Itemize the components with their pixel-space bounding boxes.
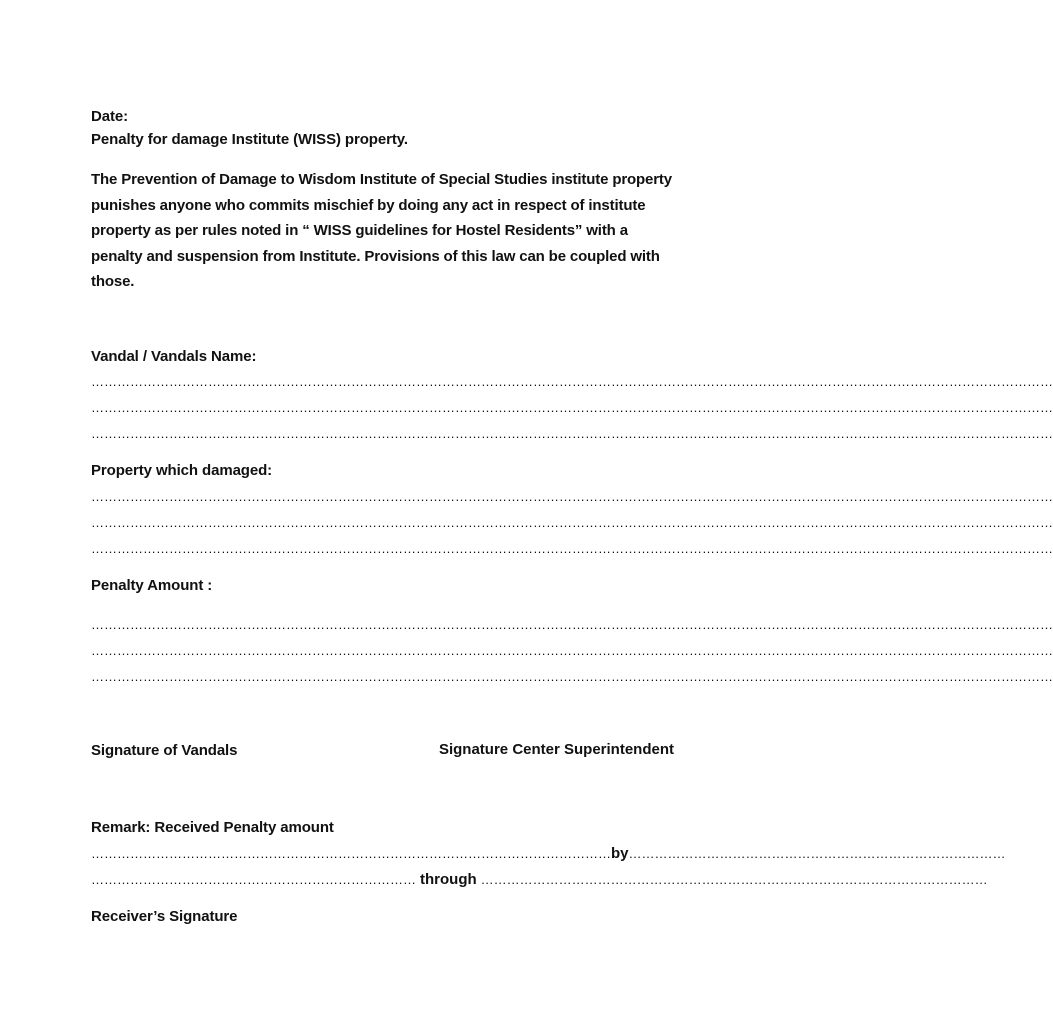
vandal-name-line-3[interactable]: ……………………………………………………………………………………………………………………………………………………………………………………………………	[91, 426, 1053, 441]
signature-superintendent-label: Signature Center Superintendent	[438, 741, 674, 758]
penalty-line-2[interactable]: ……………………………………………………………………………………………………………………………………………………………………………………………………	[91, 643, 1053, 658]
remark-through-line	[91, 871, 988, 888]
penalty-line-3[interactable]: ……………………………………………………………………………………………………………………………………………………………………………………………………	[91, 669, 1053, 684]
penalty-amount-label: Penalty Amount :	[91, 577, 213, 594]
property-line-2[interactable]: ……………………………………………………………………………………………………………………………………………………………………………………………………	[91, 515, 1053, 530]
by-fill[interactable]: ……………………………………………………………………………	[628, 846, 1006, 861]
vandal-name-line-1[interactable]: ……………………………………………………………………………………………………………………………………………………………………………………………………	[91, 374, 1053, 389]
signature-vandals-label: Signature of Vandals	[91, 742, 238, 759]
through-fill[interactable]: ………………………………………………………………………………………………………	[480, 872, 988, 887]
penalty-line-1[interactable]: ……………………………………………………………………………………………………………………………………………………………………………………………………	[91, 617, 1053, 632]
date-label: Date:	[91, 108, 129, 125]
property-line-1[interactable]: ……………………………………………………………………………………………………………………………………………………………………………………………………	[91, 489, 1053, 504]
policy-paragraph: The Prevention of Damage to Wisdom Institute of Special Studies institute property punishes anyone who commits mischief by doing any act in respect of institute property as per rules noted in “ WISS guidelines for Hostel Residents” with a penalty and suspension from Institute. Provisions of this law can be coupled with those.	[91, 171, 672, 291]
document-subject: Penalty for damage Institute (WISS) property.	[91, 131, 408, 148]
vandal-name-label: Vandal / Vandals Name:	[91, 348, 257, 365]
receiver-fill[interactable]: …………………………………………………………………	[91, 872, 416, 887]
property-damaged-label: Property which damaged:	[91, 462, 273, 479]
receiver-signature-label: Receiver’s Signature	[91, 908, 238, 925]
vandal-name-line-2[interactable]: ……………………………………………………………………………………………………………………………………………………………………………………………………	[91, 400, 1053, 415]
remark-by-label: by	[611, 845, 629, 862]
amount-fill[interactable]: …………………………………………………………………………………………………………	[91, 846, 611, 861]
remark-label: Remark: Received Penalty amount	[91, 819, 334, 836]
property-line-3[interactable]: ……………………………………………………………………………………………………………………………………………………………………………………………………	[91, 541, 1053, 556]
remark-through-label: through	[420, 871, 477, 888]
remark-amount-line	[91, 845, 1006, 862]
